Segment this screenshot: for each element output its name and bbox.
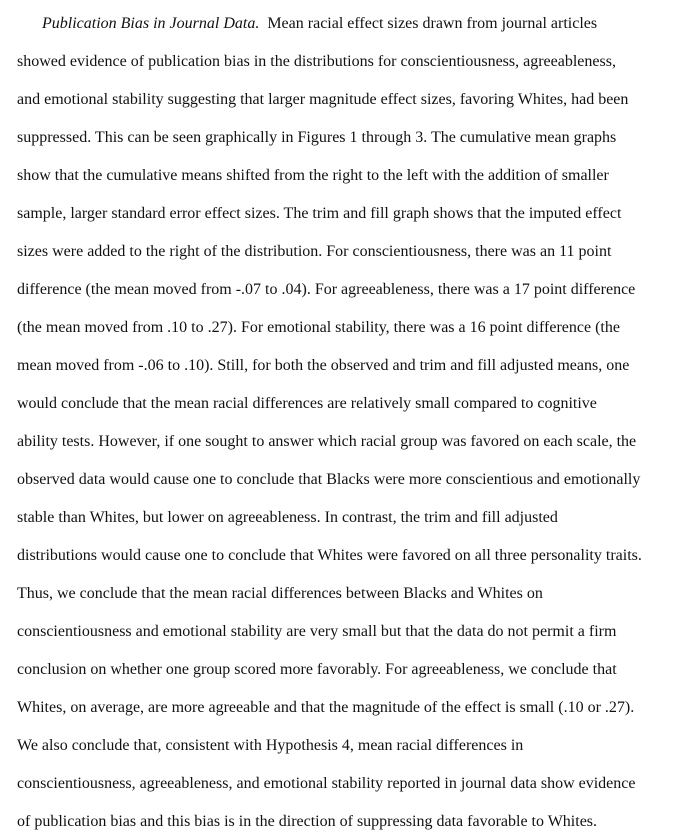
text-line: We also conclude that, consistent with Hypothesis 4, mean racial differences in	[17, 737, 524, 754]
text-line: stable than Whites, but lower on agreeableness. In contrast, the trim and fill adjusted	[17, 509, 558, 526]
text-line: Whites, on average, are more agreeable and that the magnitude of the effect is small (.10 or .27).	[17, 699, 635, 716]
section-heading: Publication Bias in Journal Data.	[42, 15, 260, 32]
text-line: show that the cumulative means shifted from the right to the left with the addition of smaller	[17, 167, 609, 184]
text-line: conscientiousness, agreeableness, and emotional stability reported in journal data show evidence	[17, 775, 636, 792]
text-line: difference (the mean moved from -.07 to .04). For agreeableness, there was a 17 point difference	[17, 281, 636, 298]
text-line: ability tests. However, if one sought to answer which racial group was favored on each scale, the	[17, 433, 637, 450]
text-line: and emotional stability suggesting that larger magnitude effect sizes, favoring Whites, had been	[17, 91, 629, 108]
text-line: mean moved from -.06 to .10). Still, for both the observed and trim and fill adjusted means, one	[17, 357, 630, 374]
text-line: sample, larger standard error effect sizes. The trim and fill graph shows that the imputed effect	[17, 205, 622, 222]
text-line: would conclude that the mean racial differences are relatively small compared to cognitive	[17, 395, 597, 412]
text-line: Thus, we conclude that the mean racial differences between Blacks and Whites on	[17, 585, 543, 602]
text-line: (the mean moved from .10 to .27). For emotional stability, there was a 16 point difference (the	[17, 319, 620, 336]
text-line: distributions would cause one to conclude that Whites were favored on all three personality traits.	[17, 547, 642, 564]
text-line: suppressed. This can be seen graphically in Figures 1 through 3. The cumulative mean graphs	[17, 129, 617, 146]
text-line: sizes were added to the right of the distribution. For conscientiousness, there was an 11 point	[17, 243, 612, 260]
text-line: showed evidence of publication bias in the distributions for conscientiousness, agreeableness,	[17, 53, 616, 70]
text-line: of publication bias and this bias is in the direction of suppressing data favorable to Whites.	[17, 813, 598, 830]
paragraph-first-line	[42, 14, 597, 34]
text-line: conscientiousness and emotional stability are very small but that the data do not permit a firm	[17, 623, 617, 640]
first-line-text: Mean racial effect sizes drawn from journal articles	[267, 15, 598, 32]
text-line: conclusion on whether one group scored more favorably. For agreeableness, we conclude that	[17, 661, 617, 678]
text-line: observed data would cause one to conclude that Blacks were more conscientious and emotionally	[17, 471, 641, 488]
